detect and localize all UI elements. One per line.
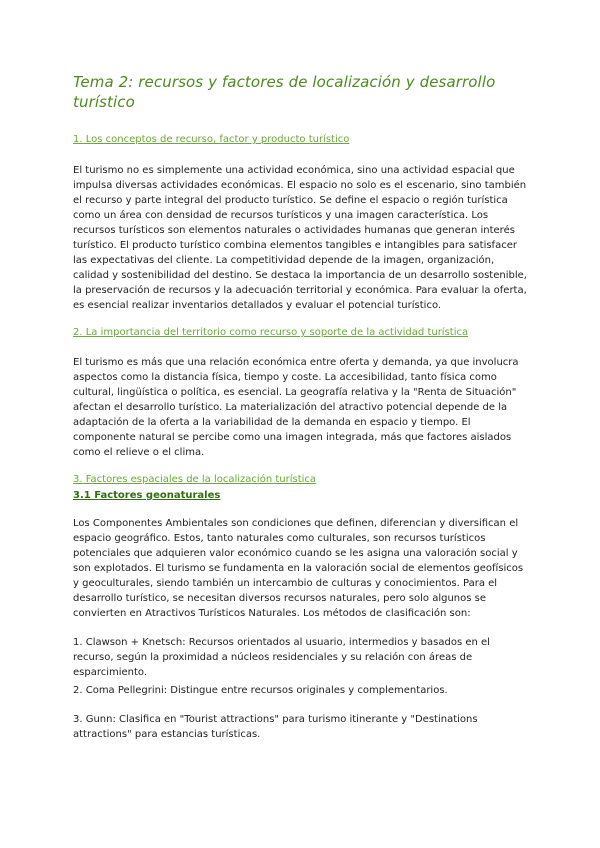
- subsection-heading-3-1: 3.1 Factores geonaturales: [73, 490, 221, 501]
- section-heading-3: 3. Factores espaciales de la localización turística: [73, 474, 317, 485]
- section-heading-1: 1. Los conceptos de recurso, factor y producto turístico: [73, 134, 350, 145]
- page-title: Tema 2: recursos y factores de localización y desarrollo turístico: [73, 73, 496, 111]
- classification-item-1: 1. Clawson + Knetsch: Recursos orientados al usuario, intermedios y basados en el recurso, según la proximidad a núcleos residenciales y su relación con áreas de esparcimiento.: [73, 637, 490, 678]
- section-3-paragraph: Los Componentes Ambientales son condiciones que definen, diferencian y diversifican el espacio geográfico. Estos, tanto naturales como culturales, son recursos turísticos potenciales que adquieren valor económico cuando se les asigna una valoración social y son explotados. El turismo se fundamenta en la valoración social de elementos geofísicos y geoculturales, siendo también un intercambio de culturas y conocimientos. Para el desarrollo turístico, se necesitan diversos recursos naturales, pero solo algunos se convierten en Atractivos Turísticos Naturales. Los métodos de clasificación son:: [73, 518, 524, 619]
- classification-item-3: 3. Gunn: Clasifica en "Tourist attractions" para turismo itinerante y "Destinations attractions" para estancias turísticas.: [73, 714, 478, 740]
- section-heading-2: 2. La importancia del territorio como recurso y soporte de la actividad turística: [73, 327, 469, 338]
- section-2-paragraph: El turismo es más que una relación económica entre oferta y demanda, ya que involucra aspectos como la distancia física, tiempo y coste. La accesibilidad, tanto física como cultural, lingüística o política, es esencial. La geografía relativa y la "Renta de Situación" afectan el desarrollo turístico. La materialización del atractivo potencial depende de la adaptación de la oferta a la variabilidad de la demanda en espacio y tiempo. El componente natural se percibe como una imagen integrada, más que factores aislados como el relieve o el clima.: [73, 357, 519, 458]
- section-1-paragraph: El turismo no es simplemente una actividad económica, sino una actividad espacial que impulsa diversas actividades económicas. El espacio no solo es el escenario, sino también el recurso y parte integral del producto turístico. Se define el espacio o región turística como un área con densidad de recursos turísticos y una imagen característica. Los recursos turísticos son elementos naturales o actividades humanas que generan interés turístico. El producto turístico combina elementos tangibles e intangibles para satisfacer las expectativas del cliente. La competitividad depende de la imagen, organización, calidad y sostenibilidad del destino. Se destaca la importancia de un desarrollo sostenible, la preservación de recursos y la adecuación territorial y económica. Para evaluar la oferta, es esencial realizar inventarios detallados y evaluar el potencial turístico.: [73, 165, 527, 311]
- classification-item-2: 2. Coma Pellegrini: Distingue entre recursos originales y complementarios.: [73, 685, 448, 696]
